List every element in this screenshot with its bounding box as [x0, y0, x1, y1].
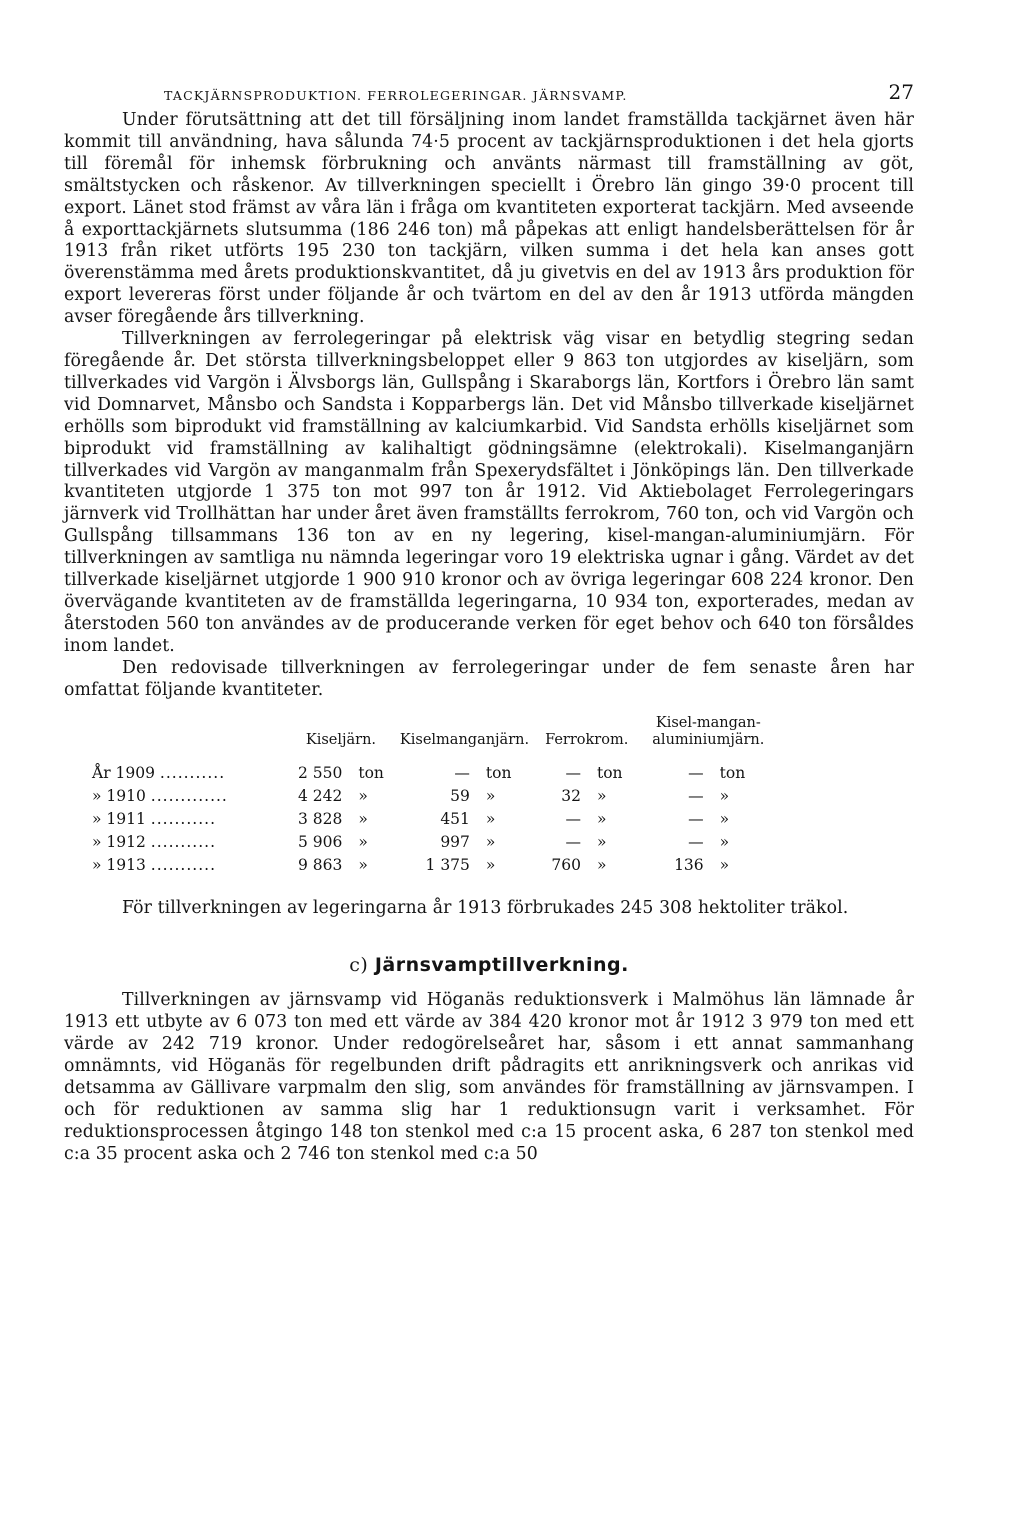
row-year — [84, 853, 290, 876]
cell-value: — — [688, 786, 704, 805]
cell-value: 997 — [440, 832, 470, 851]
table-row — [84, 830, 780, 853]
page-number: 27 — [888, 80, 914, 104]
paragraph-tackjarn: Under förutsättning att det till försäljning inom landet framställda tackjärnet även här kommit till användning, hava sålunda 74·5 procent av tackjärnsproduktionen i det hela gjorts till föremål för inhemsk förbrukning och använts närmast till framställning av göt, smältstycken och råskenor. Av tillverkningen speciellt i Örebro län gingo 39·0 procent till export. Länet stod främst av våra län i fråga om kvantiteten exporterat tackjärn. Med avseende å exporttackjärnets slutsumma (186 246 ton) må påpekas att enligt handelsberättelsen för år 1913 från riket utförts 195 230 ton tackjärn, vilken summa i det hela kan anses gott överenstämma med årets produktionskvantitet, då ju givetvis en del av 1913 års produktion för export levereras först under följande år och tvärtom en del av den år 1913 utförda mängden avser föregående års tillverkning. — [64, 110, 914, 328]
cell-unit: » — [358, 786, 368, 805]
row-year — [84, 761, 290, 784]
row-year — [84, 807, 290, 830]
cell-unit: ton — [719, 763, 746, 782]
paragraph-trakol: För tillverkningen av legeringarna år 1913 förbrukades 245 308 hektoliter träkol. — [122, 898, 849, 919]
page-header — [64, 78, 914, 110]
cell-value: 451 — [440, 809, 470, 828]
cell-unit: » — [597, 832, 607, 851]
running-head: TACKJÄRNSPRODUKTION. FERROLEGERINGAR. JÄRNSVAMP. — [164, 88, 628, 103]
column-header: Kisel-mangan-aluminiumjärn. — [652, 715, 765, 749]
row-label: » 1912 — [92, 832, 146, 851]
cell-unit: » — [358, 855, 368, 874]
cell-value: — — [688, 763, 704, 782]
leader-dots: ............. — [150, 786, 228, 805]
cell-unit: » — [597, 809, 607, 828]
cell-value: 9 863 — [298, 855, 343, 874]
leader-dots: ........... — [159, 763, 226, 782]
cell-value: — — [565, 832, 581, 851]
cell-unit: » — [485, 809, 496, 828]
row-year — [84, 830, 290, 853]
cell-value: — — [688, 809, 704, 828]
table-row — [84, 784, 780, 807]
cell-unit: » — [485, 832, 496, 851]
cell-unit: ton — [597, 763, 623, 782]
cell-unit: » — [597, 786, 607, 805]
leader-dots: ........... — [150, 809, 216, 828]
row-year — [84, 784, 290, 807]
cell-value: 4 242 — [298, 786, 343, 805]
cell-value: — — [688, 832, 704, 851]
cell-value: 2 550 — [298, 763, 343, 782]
cell-unit: » — [597, 855, 607, 874]
cell-unit: » — [719, 809, 730, 828]
cell-value: 3 828 — [298, 809, 343, 828]
section-title: Järnsvamptillverkning. — [374, 954, 629, 977]
cell-unit: ton — [358, 763, 384, 782]
cell-unit: » — [719, 786, 730, 805]
cell-value: 136 — [674, 855, 704, 874]
column-header: Ferrokrom. — [545, 732, 629, 749]
table-row — [84, 853, 780, 876]
table-body — [84, 761, 780, 876]
cell-unit: ton — [485, 763, 512, 782]
leader-dots: ........... — [150, 832, 216, 851]
row-label: År 1909 — [92, 763, 155, 782]
cell-value: 59 — [450, 786, 470, 805]
cell-value: — — [565, 763, 581, 782]
table-header-row — [84, 715, 780, 761]
column-header: Kiselmanganjärn. — [399, 732, 530, 749]
ferrolegeringar-table — [84, 715, 780, 876]
cell-value: 5 906 — [298, 832, 343, 851]
cell-value: 760 — [551, 855, 581, 874]
row-label: » 1911 — [92, 809, 146, 828]
table-row — [84, 807, 780, 830]
cell-unit: » — [719, 855, 730, 874]
cell-unit: » — [719, 832, 730, 851]
cell-unit: » — [485, 855, 496, 874]
table-row — [84, 761, 780, 784]
row-label: » 1913 — [92, 855, 146, 874]
row-label: » 1910 — [92, 786, 146, 805]
cell-unit: » — [358, 809, 368, 828]
cell-value: — — [565, 809, 581, 828]
cell-value: 1 375 — [425, 855, 470, 874]
cell-value: — — [454, 763, 470, 782]
section-prefix: c) — [349, 954, 369, 977]
paragraph-table-intro: Den redovisade tillverkningen av ferrolegeringar under de fem senaste åren har omfattat följande kvantiteter. — [64, 657, 914, 700]
column-header: Kiseljärn. — [305, 732, 377, 749]
section-heading — [64, 954, 914, 976]
paragraph-ferrolegeringar: Tillverkningen av ferrolegeringar på elektrisk väg visar en betydlig stegring sedan föregående år. Det största tillverkningsbeloppet eller 9 863 ton utgjordes av kiseljärn, som tillverkades vid Vargön i Älvsborgs län, Gullspång i Skaraborgs län, Kortfors i Örebro län samt vid Domnarvet, Månsbo och Sandsta i Kopparbergs län. Det vid Månsbo tillverkade kiseljärnet erhölls som biprodukt vid framställning av kalciumkarbid. Vid Sandsta erhölls kiseljärnet som biprodukt vid framställning av kalihaltigt gödningsämne (elektrokali). Kiselmanganjärn tillverkades vid Vargön av manganmalm från Spexerydsfältet i Jönköpings län. Den tillverkade kvantiteten utgjorde 1 375 ton mot 997 ton år 1912. Vid Aktiebolaget Ferrolegeringars järnverk vid Trollhättan har under året även framställts ferrokrom, 760 ton, och vid Vargön och Gullspång tillsammans 136 ton av en ny legering, kisel-mangan-aluminiumjärn. För tillverkningen av samtliga nu nämnda legeringar voro 19 elektriska ugnar i gång. Värdet av det tillverkade kiseljärnet utgjorde 1 900 910 kronor och av övriga legeringar 608 224 kronor. Den övervägande kvantiteten av de framställda legeringarna, 10 934 ton, exporterades, medan av återstoden 560 ton användes av de producerande verken för eget behov och 640 ton försåldes inom landet. — [64, 329, 914, 656]
cell-unit: » — [358, 832, 368, 851]
paragraph-jarnsvamp: Tillverkningen av järnsvamp vid Höganäs reduktionsverk i Malmöhus län lämnade år 1913 ett utbyte av 6 073 ton med ett värde av 384 420 kronor mot år 1912 3 979 ton med ett värde av 242 719 kronor. Under redogörelseåret har, såsom i ett annat sammanhang omnämnts, vid Höganäs för regelbunden drift pådragits ett anrikningsverk och anrikas vid detsamma av Gällivare varpmalm den slig, som användes för framställning av järnsvampen. I och för reduktionen av samma slig har 1 reduktionsugn varit i verksamhet. För reduktionsprocessen åtgingo 148 ton stenkol med c:a 15 procent aska, 6 287 ton stenkol med c:a 35 procent aska och 2 746 ton stenkol med c:a 50 — [64, 990, 914, 1164]
cell-value: 32 — [561, 786, 581, 805]
leader-dots: ........... — [150, 855, 216, 874]
page — [64, 78, 914, 1166]
cell-unit: » — [485, 786, 496, 805]
